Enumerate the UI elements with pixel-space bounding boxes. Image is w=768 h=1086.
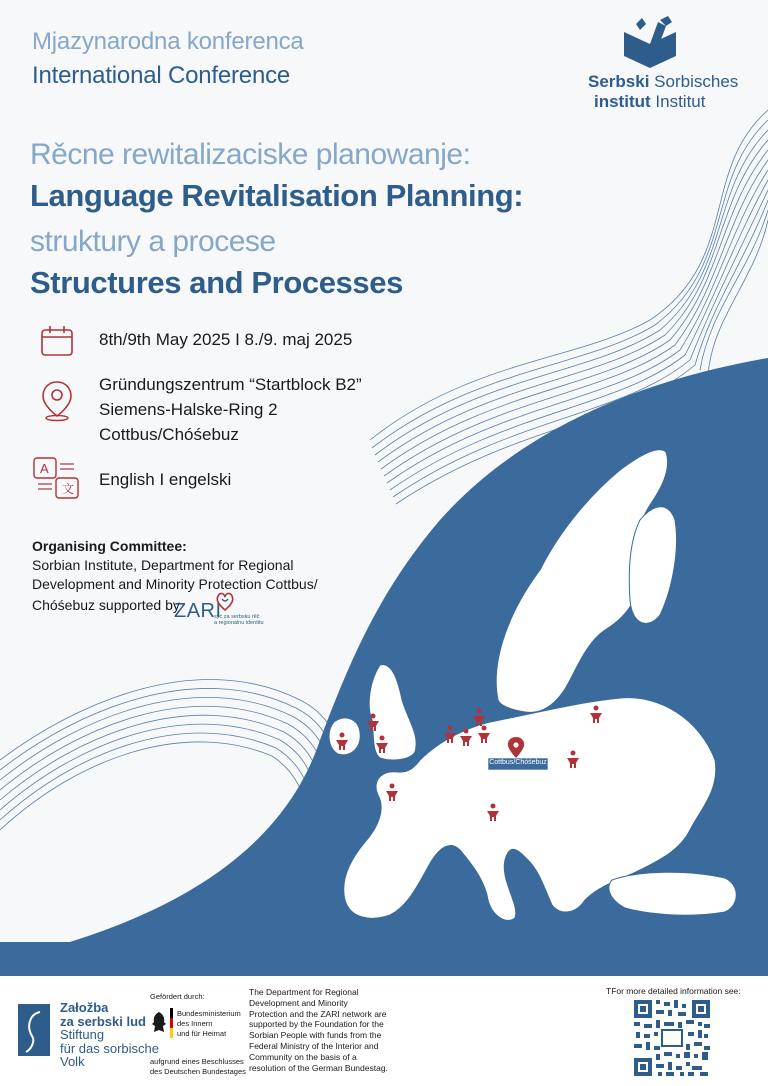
foundation-line-2: za serbski lud: [60, 1013, 146, 1029]
foundation-line-1: Załožba: [60, 1000, 109, 1015]
logo-text-sorbian-1: Serbski: [588, 72, 650, 91]
foundation-logo-icon: [18, 1004, 50, 1056]
decision-line-2: des Deutschen Bundestages: [150, 1067, 246, 1076]
bundestag-decision: [150, 1057, 246, 1077]
note-line: supported by the Foundation for the: [249, 1019, 384, 1030]
conference-language: English I engelski: [99, 470, 232, 489]
title-english-1: Language Revitalisation Planning:: [30, 178, 524, 213]
logo-text-sorbian-2: institut: [594, 92, 651, 111]
venue-line-2: Siemens-Halske-Ring 2: [99, 400, 278, 419]
foundation-name: [60, 1001, 159, 1069]
logo-text-german-1: Sorbisches: [654, 72, 739, 91]
note-line: Sorbian People with funds from the: [249, 1030, 382, 1041]
qr-caption: TFor more detailed information see:: [606, 986, 741, 996]
svg-text:A: A: [40, 461, 49, 476]
funded-by-label: Gefördert durch:: [150, 992, 205, 1001]
qr-code[interactable]: [632, 998, 712, 1078]
german-flag-stripe: [170, 1008, 173, 1038]
venue-line-1: Gründungszentrum “Startblock B2”: [99, 375, 362, 394]
organising-line-1: Sorbian Institute, Department for Regional: [32, 557, 294, 573]
note-line: Protection and the ZARI network are: [249, 1008, 387, 1019]
organising-heading: Organising Committee:: [32, 538, 187, 554]
decision-line-1: aufgrund eines Beschlusses: [150, 1057, 244, 1066]
ministry-name: [177, 1009, 241, 1039]
conference-label-english: International Conference: [32, 62, 291, 89]
foundation-line-4: für das sorbische: [60, 1040, 159, 1056]
conference-label-sorbian: Mjazynarodna konferenca: [32, 28, 304, 55]
cottbus-map-label: Cottbus/Chóśebuz: [489, 759, 547, 766]
title-english-2: Structures and Processes: [30, 265, 403, 300]
foundation-line-5: Volk: [60, 1054, 85, 1069]
zari-tagline-2: a regionalnu identitu: [214, 620, 264, 626]
ministry-line-3: und für Heimat: [177, 1029, 227, 1038]
organising-line-2: Development and Minority Protection Cottbus/: [32, 576, 318, 592]
venue-line-3: Cottbus/Chóśebuz: [99, 425, 239, 444]
title-sorbian-2: struktury a procese: [30, 225, 276, 258]
note-line: The Department for Regional: [249, 987, 359, 997]
note-line: resolution of the German Bundestag.: [249, 1062, 388, 1073]
ministry-line-2: des Innern: [177, 1019, 213, 1028]
svg-text:文: 文: [62, 482, 75, 496]
map-turkey: [609, 872, 736, 915]
note-line: Federal Ministry of the Interior and: [249, 1040, 379, 1051]
zari-wordmark: ZARI: [174, 600, 222, 622]
event-date: 8th/9th May 2025 I 8./9. maj 2025: [99, 330, 353, 349]
foundation-line-3: Stiftung: [60, 1027, 105, 1042]
zari-tagline-1: syć za serbsku rěč: [214, 614, 260, 620]
federal-eagle-icon: [150, 1010, 168, 1036]
ministry-line-1: Bundesministerium: [177, 1009, 241, 1018]
footer: [0, 976, 768, 1086]
note-line: Development and Minority: [249, 997, 348, 1008]
funding-note: [249, 987, 399, 1073]
title-sorbian-1: Rěcne rewitalizaciske planowanje:: [30, 138, 471, 171]
organising-line-3: Chóśebuz supported by: [32, 597, 180, 613]
note-line: Community on the basis of a: [249, 1051, 357, 1062]
map-great-britain: [369, 665, 416, 760]
logo-text-german-2: Institut: [655, 92, 706, 111]
